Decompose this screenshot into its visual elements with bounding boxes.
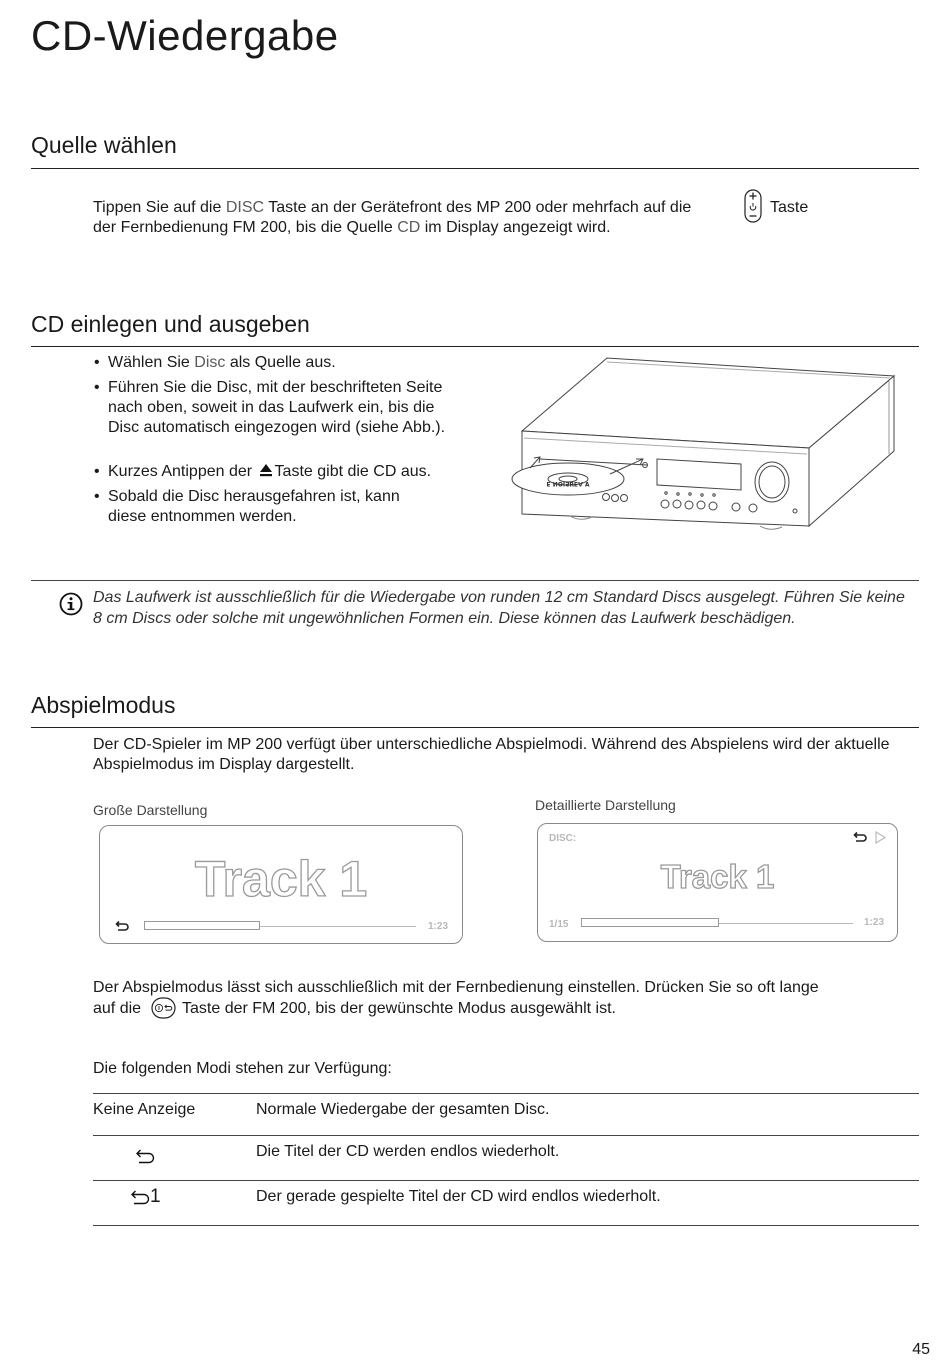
- mode-description: Der gerade gespielte Titel der CD wird endlos wiederholt.: [256, 1188, 661, 1205]
- quelle-taste-word: Taste: [770, 199, 809, 216]
- info-icon: [59, 592, 83, 621]
- caption-detail-display: Detaillierte Darstellung: [535, 797, 676, 813]
- page-number: 45: [912, 1341, 930, 1358]
- repeat-icon: [135, 1148, 155, 1170]
- caption-large-display: Große Darstellung: [93, 802, 208, 818]
- remote-paragraph-auf-die: auf die: [93, 1000, 142, 1017]
- eject-icon: [259, 463, 273, 477]
- quelle-paragraph-line2: der Fernbedienung FM 200, bis die Quelle CD im Display angezeigt wird.: [93, 219, 611, 236]
- display-detail-source: DISC:: [549, 833, 577, 844]
- repeat-icon: [115, 919, 129, 937]
- einlegen-bullet-list: [92, 353, 472, 532]
- list-item: • Führen Sie die Disc, mit der beschrifteten Seite nach oben, soweit in das Laufwerk ein, bis die Disc automatisch eingezogen wird (siehe Abb.).: [92, 378, 453, 438]
- list-item: • Kurzes Antippen der Taste gibt die CD aus.: [92, 462, 438, 482]
- quelle-paragraph-line1: Tippen Sie auf die DISC Taste an der Gerätefront des MP 200 oder mehrfach auf die: [93, 199, 692, 216]
- table-row: [93, 1136, 919, 1181]
- play-outline-icon: [875, 831, 886, 849]
- table-row: [93, 1094, 919, 1136]
- display-detail-time: 1:23: [864, 917, 885, 928]
- page-title: CD-Wiedergabe: [31, 12, 339, 59]
- display-detail-track: Track 1: [660, 858, 775, 895]
- section-rule: [31, 346, 919, 347]
- section-heading-quelle: Quelle wählen: [31, 132, 177, 158]
- list-item: • Sobald die Disc herausgefahren ist, kann diese entnommen werden.: [92, 487, 438, 527]
- progress-fill: [144, 921, 260, 930]
- display-detail-count: 1/15: [549, 919, 569, 930]
- section-rule: [31, 727, 919, 728]
- disc-label-text: Ɐ ΛƎꓤƧIOИ Ǝ: [546, 480, 590, 487]
- mode-description: Normale Wiedergabe der gesamten Disc.: [256, 1101, 550, 1118]
- mode-description: Die Titel der CD werden endlos wiederholt.: [256, 1143, 560, 1160]
- display-large: [99, 825, 463, 944]
- section-heading-abspielmodus: Abspielmodus: [31, 692, 176, 718]
- remote-paragraph-line2: Taste der FM 200, bis der gewünschte Modus ausgewählt ist.: [182, 1000, 616, 1017]
- modes-intro: Die folgenden Modi stehen zur Verfügung:: [93, 1060, 392, 1077]
- display-large-time: 1:23: [428, 921, 449, 932]
- repeat-icon: [853, 830, 867, 848]
- table-row: [93, 1181, 919, 1226]
- remote-paragraph-line1: Der Abspielmodus lässt sich ausschließlich mit der Fernbedienung einstellen. Drücken Sie so oft lange: [93, 979, 819, 996]
- progress-fill: [581, 918, 719, 927]
- repeat-icon: [130, 1189, 150, 1211]
- warning-note: Das Laufwerk ist ausschließlich für die Wiedergabe von runden 12 cm Standard Discs ausgelegt. Führen Sie keine 8 cm Discs oder solche mit ungewöhnlichen Formen ein. Diese können das Laufwerk beschädigen.: [93, 589, 905, 627]
- repeat-mode-button-icon: [151, 997, 176, 1024]
- display-large-track: Track 1: [194, 851, 368, 907]
- cd-player-illustration: [510, 356, 900, 541]
- list-item: • Wählen Sie Disc als Quelle aus.: [92, 353, 472, 373]
- mode-label: Keine Anzeige: [93, 1101, 196, 1118]
- mode-label: 1: [150, 1186, 161, 1207]
- section-rule: [31, 168, 919, 169]
- section-heading-einlegen: CD einlegen und ausgeben: [31, 311, 310, 337]
- abspielmodus-intro: Der CD-Spieler im MP 200 verfügt über unterschiedliche Abspielmodi. Während des Abspielens wird der aktuelle Abspielmodus im Display dargestellt.: [93, 736, 890, 773]
- note-rule: [31, 580, 919, 581]
- display-detail: [537, 823, 898, 942]
